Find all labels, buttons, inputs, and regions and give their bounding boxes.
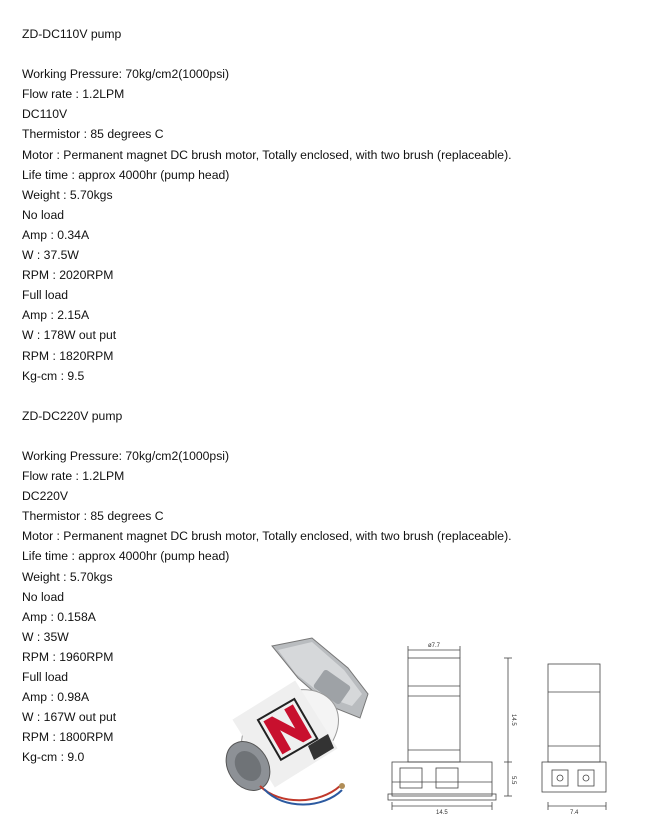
spec-line: Full load — [22, 670, 69, 684]
spec-line: W : 167W out put — [22, 710, 117, 725]
spec-line: Full load — [22, 288, 69, 303]
spec-line: Kg-cm : 9.5 — [22, 368, 85, 383]
spacer — [22, 44, 622, 64]
spec-line: Amp : 0.98A — [22, 690, 90, 705]
spec-line: RPM : 2020RPM — [22, 268, 114, 283]
spec-line: DC220V — [22, 489, 69, 504]
spec-line: No load — [22, 589, 65, 604]
spec-line: Amp : 0.34A — [22, 227, 90, 242]
spec-line: DC110V — [22, 107, 68, 122]
spec-line: Life time : approx 4000hr (pump head) — [22, 549, 230, 564]
spacer — [22, 426, 622, 446]
spec-line: W : 35W — [22, 629, 69, 644]
spec-line: W : 178W out put — [22, 328, 117, 343]
spec-line: Amp : 0.158A — [22, 609, 96, 624]
spec-line: Working Pressure: 70kg/cm2(1000psi) — [22, 448, 230, 463]
dim-base-height: 5.5 — [510, 776, 516, 785]
dimension-drawing — [380, 636, 615, 816]
pump-photo — [220, 636, 370, 811]
spec-line: Life time : approx 4000hr (pump head) — [22, 167, 230, 182]
section-title-dc220v: ZD-DC220V pump — [22, 408, 123, 423]
spec-line: Flow rate : 1.2LPM — [22, 469, 125, 484]
dim-body-height: 14.5 — [510, 714, 516, 726]
spec-line: Flow rate : 1.2LPM — [22, 87, 125, 102]
spec-line: Thermistor : 85 degrees C — [22, 509, 164, 524]
spacer — [22, 386, 622, 406]
spec-line: Weight : 5.70kgs — [22, 569, 113, 584]
spec-line: Thermistor : 85 degrees C — [22, 127, 164, 142]
spec-line: Working Pressure: 70kg/cm2(1000psi) — [22, 67, 230, 82]
spec-line: RPM : 1800RPM — [22, 730, 114, 745]
dim-top-width: ø7.7 — [428, 643, 441, 649]
spec-line: Kg-cm : 9.0 — [22, 750, 85, 765]
spec-line: Motor : Permanent magnet DC brush motor, Totally enclosed, with two brush (replaceable). — [22, 147, 512, 162]
section-title-dc110v: ZD-DC110V pump — [22, 27, 122, 41]
spec-line: Motor : Permanent magnet DC brush motor, Totally enclosed, with two brush (replaceable). — [22, 529, 512, 544]
dim-side-width: 7.4 — [570, 810, 579, 816]
spec-line: W : 37.5W — [22, 248, 79, 263]
spec-line: Weight : 5.70kgs — [22, 187, 113, 202]
spec-line: RPM : 1960RPM — [22, 649, 114, 664]
spec-line: Amp : 2.15A — [22, 308, 90, 323]
spec-line: RPM : 1820RPM — [22, 348, 114, 363]
spec-line: No load — [22, 207, 65, 222]
dim-base-width: 14.5 — [436, 810, 448, 816]
